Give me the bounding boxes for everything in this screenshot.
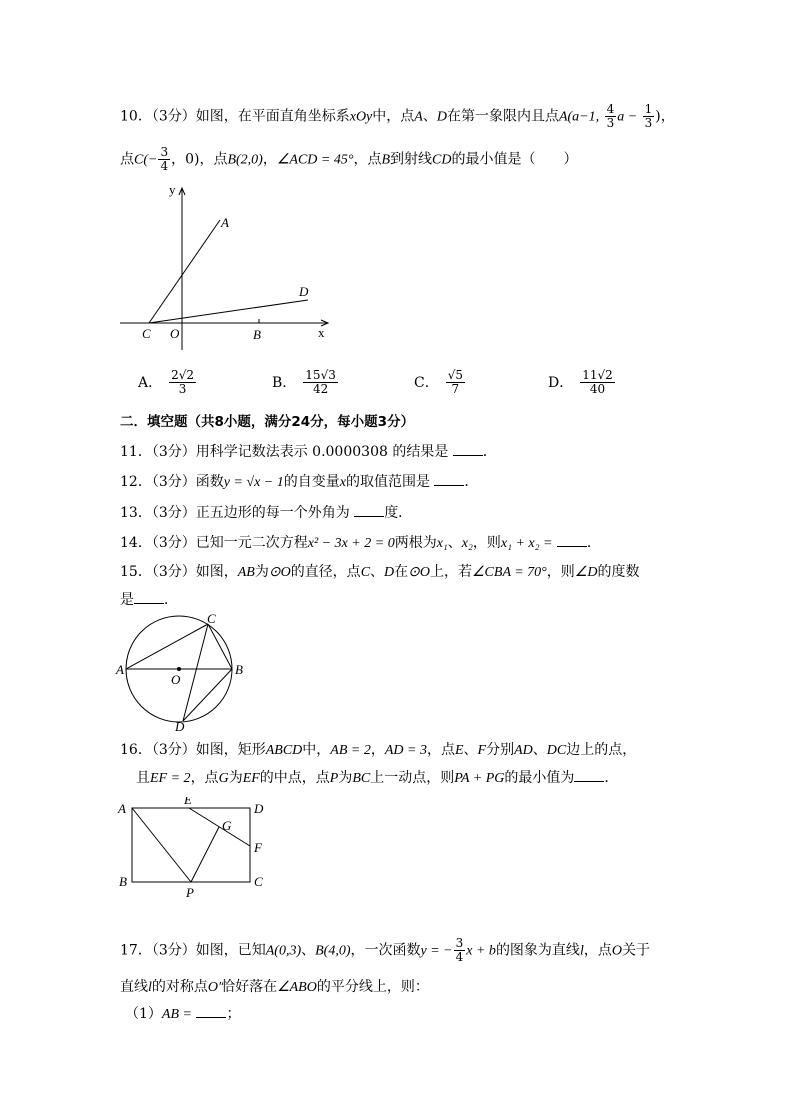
section-heading: 二．填空题（共8小题，满分24分，每小题3分）: [120, 414, 415, 430]
label-O: O: [171, 672, 181, 687]
fraction: $\frac{4}{3}$: [606, 102, 615, 130]
answer-blank[interactable]: [434, 471, 464, 486]
label-F: F: [254, 840, 262, 855]
answer-blank[interactable]: [574, 767, 604, 782]
q15-figure: [115, 610, 250, 735]
q10-line2: 点C(− $\frac{3}{4}$ ，0)，点B(2,0)，∠ACD = 45°，点B到射线CD的最小值是（ ）: [120, 145, 578, 173]
label-D: D: [175, 719, 185, 734]
q11: 11．（3分）用科学记数法表示 0.0000308 的结果是 ．: [120, 441, 497, 462]
option-c[interactable]: C． $\frac{√5}{7}$: [414, 368, 463, 396]
answer-blank[interactable]: [453, 441, 483, 456]
label-B: B: [253, 327, 261, 342]
label-D: D: [254, 801, 264, 816]
q17-line1: 17．（3分）如图，已知A(0,3)、B(4,0)，一次函数y = − $\frac{3}{4}$ x + b的图象为直线l，点O关于: [120, 936, 650, 964]
rectangle-ABCD: [132, 808, 250, 882]
label-B: B: [235, 662, 243, 677]
q16-line2: 且EF = 2，点G为EF的中点，点P为BC上一动点，则PA + PG的最小值为 ．: [136, 767, 618, 789]
label-C: C: [207, 611, 216, 626]
chord-CD: [183, 624, 208, 721]
fraction: $\frac{1}{3}$: [644, 102, 653, 130]
q14: 14．（3分）已知一元二次方程x² − 3x + 2 = 0两根为x₁、x₂，则x₁ + x₂ = ．: [120, 532, 601, 554]
label-A: A: [118, 801, 126, 816]
label-A: A: [221, 215, 229, 230]
label-x: x: [318, 325, 325, 340]
fraction: $\frac{3}{4}$: [455, 936, 464, 964]
label-P: P: [186, 885, 194, 900]
label-B: B: [119, 874, 127, 889]
center-point: [177, 667, 181, 671]
q13: 13．（3分）正五边形的每一个外角为 度．: [120, 502, 412, 523]
q15-line1: 15．（3分）如图，AB为⊙O的直径，点C、D在⊙O上，若∠CBA = 70°，则∠D的度数: [120, 564, 640, 580]
chord-AC: [126, 624, 208, 669]
ray-CD: [149, 300, 308, 323]
answer-blank[interactable]: [557, 532, 587, 547]
label-A: A: [116, 662, 124, 677]
q10-line1: 10．（3分）如图，在平面直角坐标系xOy中，点A、D在第一象限内且点A(a−1, $\frac{4}{3}$ a − $\frac{1}{3}$ )，: [120, 102, 675, 130]
label-y: y: [169, 182, 176, 197]
answer-blank[interactable]: [354, 502, 384, 517]
q10-figure: [118, 180, 338, 350]
q15-line2: 是 ．: [120, 589, 178, 610]
label-D: D: [299, 284, 309, 299]
q17-line2: 直线l的对称点O′恰好落在∠ABO的平分线上，则：: [120, 979, 429, 995]
answer-blank[interactable]: [134, 589, 164, 604]
segment-AP: [132, 808, 191, 882]
label-E: E: [184, 797, 192, 807]
option-b[interactable]: B． $\frac{15√3}{42}$: [272, 368, 336, 396]
chord-CB: [208, 624, 232, 669]
label-C: C: [254, 874, 263, 889]
option-a[interactable]: A． $\frac{2√2}{3}$: [138, 368, 195, 396]
answer-blank[interactable]: [196, 1003, 226, 1018]
fraction: $\frac{3}{4}$: [160, 145, 169, 173]
segment-EF: [189, 808, 250, 846]
option-d[interactable]: D． $\frac{11√2}{40}$: [548, 368, 613, 396]
label-G: G: [222, 818, 232, 833]
q16-figure: [115, 797, 275, 902]
q16-line1: 16．（3分）如图，矩形ABCD中，AB = 2，AD = 3，点E、F分别AD、DC边上的点，: [120, 742, 637, 758]
label-C: C: [142, 326, 151, 341]
q17-sub1: （1）AB = ；: [125, 1003, 240, 1025]
label-O: O: [170, 326, 180, 341]
q12: 12．（3分）函数y = √x − 1的自变量x的取值范围是 ．: [120, 471, 478, 493]
segment-PG: [191, 827, 219, 882]
ray-CA: [149, 220, 220, 323]
